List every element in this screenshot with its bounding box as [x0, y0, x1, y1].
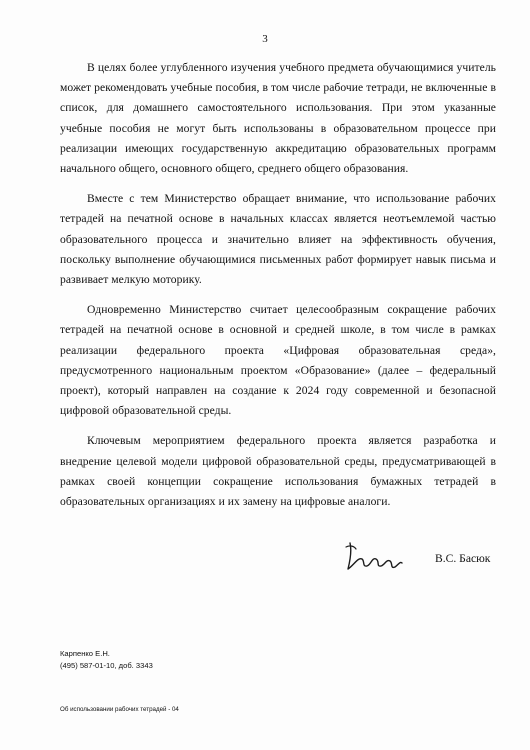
signer-name: В.С. Басюк — [435, 552, 491, 565]
signature-icon — [340, 537, 420, 577]
contact-block — [60, 648, 153, 672]
paragraph-3: Одновременно Министерство считает целесообразным сокращение рабочих тетрадей на печатной основе в основной и средней школе, в том числе в рамках реализации федерального проекта «Цифровая образовательная среда», предусмотренного национальным проектом «Образование» (далее – федеральный проект), который направлен на создание к 2024 году современной и безопасной цифровой образовательной среды. — [60, 303, 496, 418]
letter-body — [60, 58, 496, 522]
contact-phone: (495) 587-01-10, доб. 3343 — [60, 661, 153, 670]
page-number: 3 — [262, 33, 268, 45]
paragraph-1: В целях более углубленного изучения учебного предмета обучающимися учитель может рекомендовать учебные пособия, в том числе рабочие тетради, не включенные в список, для домашнего самостоятельного использования. При этом указанные учебные пособия не могут быть использованы в образовательном процессе при реализации имеющих государственную аккредитацию образовательных программ начального общего, основного общего, среднего общего образования. — [60, 61, 496, 176]
paragraph-2: Вместе с тем Министерство обращает внимание, что использование рабочих тетрадей на печатной основе в начальных классах является неотъемлемой частью образовательного процесса и значительно влияет на эффективность обучения, поскольку выполнение обучающимися письменных работ формирует навык письма и развивает мелкую моторику. — [60, 192, 496, 287]
contact-name: Карпенко Е.Н. — [60, 649, 110, 658]
paragraph-4: Ключевым мероприятием федерального проекта является разработка и внедрение целевой модели цифровой образовательной среды, предусматривающей в рамках своей концепции сокращение использования бумажных тетрадей в образовательных организациях и их замену на цифровые аналоги. — [60, 434, 496, 509]
footer-note: Об использовании рабочих тетрадей - 04 — [60, 706, 179, 713]
